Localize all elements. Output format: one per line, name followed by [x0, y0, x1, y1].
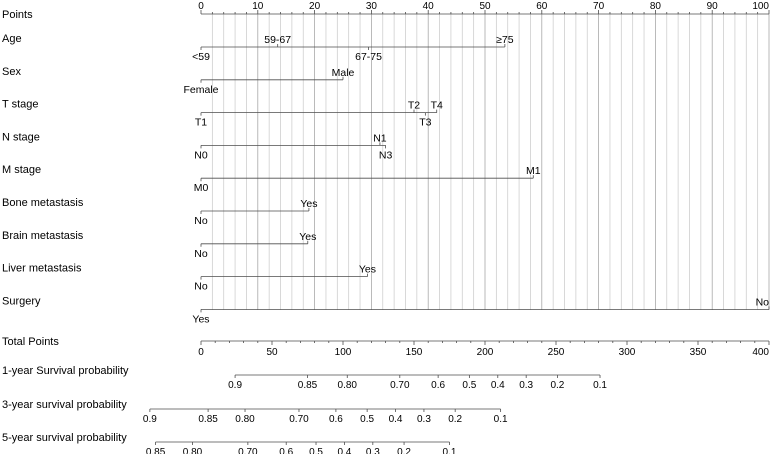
- level-label-m_stage: M0: [193, 182, 209, 195]
- row-label-n_stage: N stage: [2, 131, 40, 144]
- level-label-age: <59: [192, 51, 210, 63]
- survival-tick-label-surv_5y: 0.5: [309, 447, 323, 454]
- points-axis-label: Points: [2, 9, 33, 21]
- row-label-sex: Sex: [2, 65, 21, 78]
- level-label-age: ≥75: [496, 34, 514, 46]
- points-tick-label: 30: [365, 1, 377, 12]
- level-label-n_stage: N1: [373, 132, 387, 145]
- total-points-tick-label: 400: [752, 347, 769, 358]
- survival-tick-label-surv_5y: 0.4: [337, 447, 352, 454]
- row-label-surv_3y: 3-year survival probability: [2, 399, 127, 411]
- level-label-m_stage: M1: [525, 165, 541, 178]
- survival-tick-label-surv_1y: 0.5: [462, 380, 477, 391]
- survival-tick-label-surv_1y: 0.4: [490, 380, 505, 391]
- row-label-surgery: Surgery: [2, 295, 41, 308]
- level-label-sex: Male: [331, 66, 355, 79]
- survival-tick-label-surv_3y: 0.4: [388, 414, 403, 425]
- level-label-t_stage: T1: [194, 116, 208, 129]
- level-label-brain_metastasis: No: [194, 247, 208, 260]
- total-points-tick-label: 200: [476, 347, 494, 358]
- level-label-bone_metastasis: No: [194, 215, 208, 227]
- survival-tick-label-surv_5y: 0.2: [397, 447, 412, 454]
- level-label-surgery: No: [755, 296, 769, 309]
- survival-tick-label-surv_5y: 0.70: [238, 447, 258, 454]
- total-points-tick-label: 50: [266, 347, 278, 358]
- points-tick-label: 40: [422, 1, 434, 12]
- row-label-m_stage: M stage: [2, 164, 42, 177]
- survival-tick-label-surv_5y: 0.6: [279, 447, 294, 454]
- level-label-t_stage: T3: [419, 116, 432, 129]
- level-label-surgery: Yes: [192, 313, 210, 326]
- level-label-brain_metastasis: Yes: [299, 230, 317, 243]
- survival-tick-label-surv_5y: 0.3: [365, 447, 380, 454]
- level-label-t_stage: T4: [430, 99, 443, 112]
- row-label-surv_5y: 5-year survival probability: [2, 432, 127, 444]
- points-tick-label: 90: [706, 1, 718, 12]
- points-tick-label: 10: [252, 1, 264, 12]
- survival-tick-label-surv_1y: 0.80: [337, 380, 357, 391]
- grid-lines: [212, 14, 769, 310]
- survival-tick-label-surv_3y: 0.85: [198, 414, 218, 425]
- points-tick-label: 0: [198, 1, 204, 12]
- points-tick-label: 100: [752, 1, 769, 12]
- total-points-tick-label: 350: [689, 347, 707, 358]
- points-tick-label: 70: [593, 1, 605, 12]
- survival-tick-label-surv_1y: 0.2: [550, 380, 565, 391]
- row-label-brain_metastasis: Brain metastasis: [2, 229, 84, 242]
- total-points-tick-label: 0: [198, 347, 204, 358]
- total-points-tick-label: 100: [334, 347, 352, 358]
- level-label-bone_metastasis: Yes: [300, 198, 318, 210]
- survival-tick-label-surv_1y: 0.9: [228, 380, 243, 391]
- survival-tick-label-surv_3y: 0.80: [235, 414, 255, 425]
- survival-tick-label-surv_3y: 0.5: [360, 414, 375, 425]
- row-label-bone_metastasis: Bone metastasis: [2, 197, 84, 209]
- points-tick-label: 80: [649, 1, 661, 12]
- points-tick-label: 50: [479, 1, 491, 12]
- level-label-sex: Female: [183, 83, 219, 96]
- survival-tick-label-surv_3y: 0.9: [142, 414, 157, 425]
- row-label-liver_metastasis: Liver metastasis: [2, 262, 82, 275]
- total-points-tick-label: 250: [547, 347, 565, 358]
- level-label-liver_metastasis: No: [194, 280, 208, 293]
- points-tick-label: 60: [536, 1, 548, 12]
- nomogram-axes: [143, 1, 770, 454]
- total-points-tick-label: 150: [405, 347, 423, 358]
- level-label-n_stage: N0: [194, 149, 208, 162]
- survival-tick-label-surv_1y: 0.70: [390, 380, 410, 391]
- total-points-tick-label: 300: [618, 347, 636, 358]
- survival-tick-label-surv_1y: 0.6: [431, 380, 446, 391]
- survival-tick-label-surv_1y: 0.3: [519, 380, 534, 391]
- level-label-liver_metastasis: Yes: [358, 263, 376, 276]
- survival-tick-label-surv_3y: 0.1: [493, 414, 508, 425]
- survival-tick-label-surv_3y: 0.2: [448, 414, 463, 425]
- row-label-surv_1y: 1-year Survival probability: [2, 365, 129, 377]
- survival-tick-label-surv_5y: 0.1: [442, 447, 457, 454]
- survival-tick-label-surv_5y: 0.80: [182, 447, 203, 454]
- level-label-age: 59-67: [264, 34, 292, 46]
- row-label-t_stage: T stage: [2, 98, 39, 111]
- level-label-age: 67-75: [355, 51, 382, 63]
- row-label-age: Age: [2, 33, 22, 45]
- row-labels: [2, 9, 129, 444]
- level-label-n_stage: N3: [378, 149, 393, 162]
- survival-tick-label-surv_3y: 0.70: [289, 414, 309, 425]
- survival-tick-label-surv_3y: 0.3: [416, 414, 431, 425]
- survival-tick-label-surv_1y: 0.85: [297, 380, 318, 391]
- level-label-t_stage: T2: [407, 99, 421, 112]
- survival-tick-label-surv_5y: 0.85: [145, 447, 166, 454]
- survival-tick-label-surv_1y: 0.1: [593, 380, 607, 391]
- points-tick-label: 20: [309, 1, 321, 12]
- survival-tick-label-surv_3y: 0.6: [328, 414, 343, 425]
- total-points-axis-label: Total Points: [2, 336, 59, 348]
